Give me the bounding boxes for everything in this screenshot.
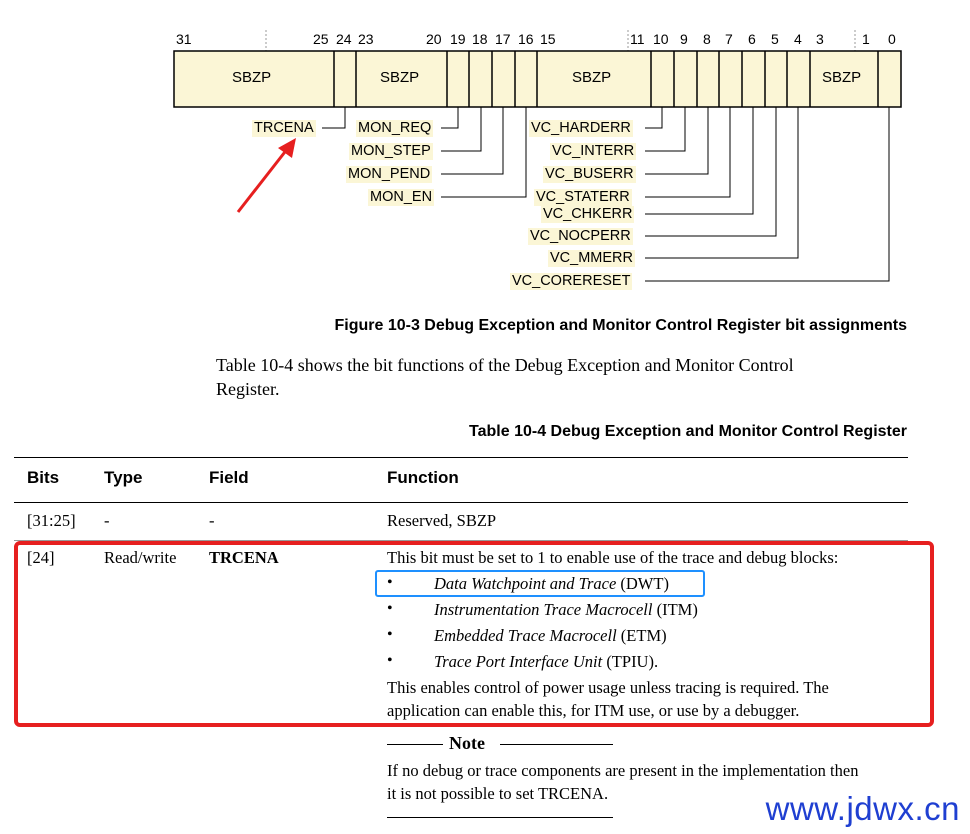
figure-caption: Figure 10-3 Debug Exception and Monitor Control Register bit assignments bbox=[334, 317, 907, 334]
sbzp-label: SBZP bbox=[232, 69, 272, 86]
bit-number: 11 bbox=[630, 31, 645, 47]
bit-number: 16 bbox=[518, 31, 534, 47]
bit-number: 25 bbox=[313, 31, 329, 47]
intro-paragraph-line1: Table 10-4 shows the bit functions of the Debug Exception and Monitor Control bbox=[216, 355, 794, 375]
function-item: Instrumentation Trace Macrocell (ITM) bbox=[434, 600, 698, 619]
note-text-line2: it is not possible to set TRCENA. bbox=[387, 784, 609, 803]
bit-number: 15 bbox=[540, 31, 556, 47]
field-vc-nocperr: VC_NOCPERR bbox=[530, 228, 631, 244]
bit-number: 3 bbox=[816, 31, 824, 47]
field-vc-corereset: VC_CORERESET bbox=[512, 273, 631, 289]
cell-type: Read/write bbox=[104, 548, 177, 567]
field-mon-step: MON_STEP bbox=[351, 143, 431, 159]
bit-number: 5 bbox=[771, 31, 779, 47]
note-rule-bottom bbox=[387, 817, 613, 818]
field-vc-interr: VC_INTERR bbox=[552, 143, 635, 159]
bit-number: 31 bbox=[176, 31, 192, 47]
cell-function: Reserved, SBZP bbox=[387, 511, 497, 530]
sbzp-label: SBZP bbox=[380, 69, 420, 86]
bit-number: 9 bbox=[680, 31, 688, 47]
highlight-box bbox=[14, 541, 934, 727]
field-mon-pend: MON_PEND bbox=[348, 166, 431, 182]
table-top-rule bbox=[14, 457, 908, 458]
sbzp-label: SBZP bbox=[572, 69, 612, 86]
field-vc-staterr: VC_STATERR bbox=[536, 189, 630, 205]
bit-number: 7 bbox=[725, 31, 733, 47]
watermark-logo: www.jdwx.cn bbox=[765, 790, 960, 827]
cell-field: - bbox=[209, 511, 215, 530]
cell-field: TRCENA bbox=[209, 548, 279, 567]
field-vc-harderr: VC_HARDERR bbox=[531, 120, 631, 136]
note-title: Note bbox=[449, 733, 485, 753]
bit-number: 20 bbox=[426, 31, 442, 47]
table-caption: Table 10-4 Debug Exception and Monitor Control Register bbox=[469, 423, 907, 440]
register-lines bbox=[0, 0, 970, 320]
note-rule-left bbox=[387, 744, 443, 745]
note-rule-right bbox=[500, 744, 613, 745]
cell-function-intro: This bit must be set to 1 to enable use of the trace and debug blocks: bbox=[387, 548, 839, 567]
bit-number: 8 bbox=[703, 31, 711, 47]
field-vc-buserr: VC_BUSERR bbox=[545, 166, 634, 182]
cell-bits: [31:25] bbox=[27, 511, 76, 530]
field-mon-en: MON_EN bbox=[370, 189, 433, 205]
bit-number: 23 bbox=[358, 31, 374, 47]
header-function: Function bbox=[387, 468, 459, 487]
field-mon-req: MON_REQ bbox=[358, 120, 432, 136]
bit-number: 19 bbox=[450, 31, 466, 47]
field-vc-mmerr: VC_MMERR bbox=[550, 250, 633, 266]
function-item: Data Watchpoint and Trace (DWT) bbox=[434, 574, 669, 593]
field-vc-chkerr: VC_CHKERR bbox=[543, 206, 633, 222]
bullet-icon: • bbox=[387, 574, 393, 591]
bullet-icon: • bbox=[387, 626, 393, 643]
bit-number: 24 bbox=[336, 31, 352, 47]
cell-type: - bbox=[104, 511, 110, 530]
function-outro-line2: application can enable this, for ITM use, or use by a debugger. bbox=[387, 701, 800, 720]
bit-number: 4 bbox=[794, 31, 802, 47]
pointer-arrow-icon bbox=[238, 138, 296, 212]
function-outro-line1: This enables control of power usage unless tracing is required. The bbox=[387, 678, 829, 697]
field-trcena: TRCENA bbox=[254, 120, 314, 136]
bit-number: 6 bbox=[748, 31, 756, 47]
table-header-rule bbox=[14, 502, 908, 503]
cell-bits: [24] bbox=[27, 548, 55, 567]
note-text-line1: If no debug or trace components are present in the implementation then bbox=[387, 761, 859, 780]
header-type: Type bbox=[104, 468, 143, 487]
bit-number: 0 bbox=[888, 31, 896, 47]
bit-number: 17 bbox=[495, 31, 511, 47]
focus-box bbox=[375, 570, 705, 597]
function-item: Trace Port Interface Unit (TPIU). bbox=[434, 652, 659, 671]
intro-paragraph-line2: Register. bbox=[216, 379, 280, 399]
bullet-icon: • bbox=[387, 652, 393, 669]
sbzp-label: SBZP bbox=[822, 69, 862, 86]
bit-number: 1 bbox=[862, 31, 870, 47]
function-item: Embedded Trace Macrocell (ETM) bbox=[434, 626, 667, 645]
bullet-icon: • bbox=[387, 600, 393, 617]
header-field: Field bbox=[209, 468, 249, 487]
bit-number: 18 bbox=[472, 31, 488, 47]
header-bits: Bits bbox=[27, 468, 60, 487]
bit-number: 10 bbox=[653, 31, 669, 47]
